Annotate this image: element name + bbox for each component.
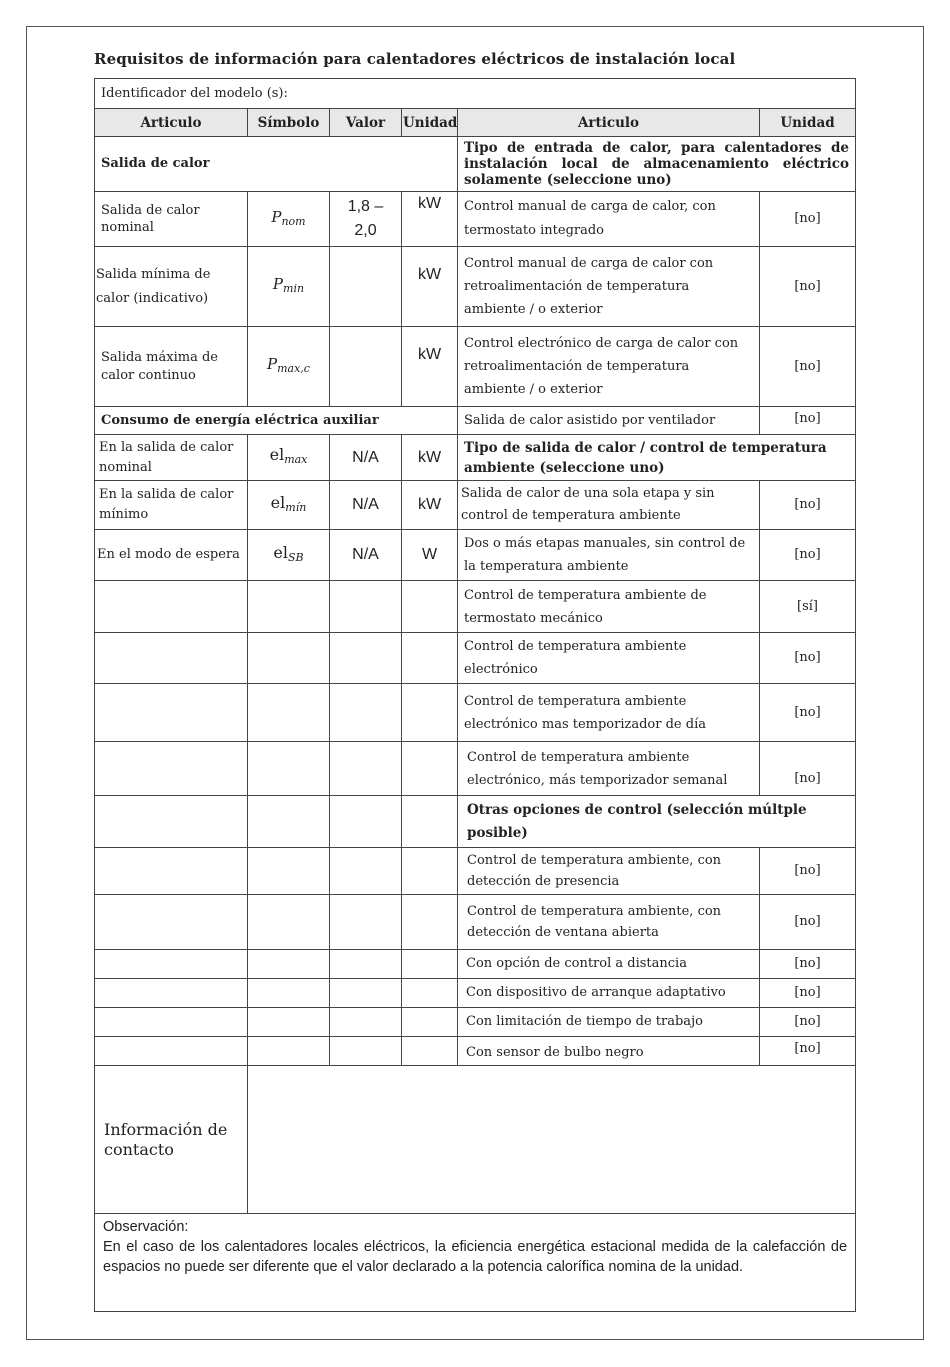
value-cell: N/A [330,530,402,581]
row-label: En la salida de calor nominal [95,435,248,481]
unit-cell: [no] [760,1008,856,1037]
section-other-options: Otras opciones de control (selección múltple posible) [458,796,856,848]
unit-cell: kW [402,435,458,481]
unit-cell: [no] [760,742,856,796]
contact-info-label: Información de contacto [95,1066,248,1214]
section-aux-consumption: Consumo de energía eléctrica auxiliar [95,407,458,435]
row-label: Control de temperatura ambiente de termostato mecánico [458,581,760,633]
header-unidad-right: Unidad [760,109,856,137]
header-simbolo: Símbolo [248,109,330,137]
symbol-cell: $P_{nom}$ [248,192,330,247]
unit-cell: kW [402,192,458,247]
row-label: Control electrónico de carga de calor con retroalimentación de temperatura ambiente / o exterior [458,327,760,407]
unit-cell: kW [402,247,458,327]
header-articulo: Articulo [95,109,248,137]
symbol-cell: $el_{SB}$ [248,530,330,581]
section-heat-output: Salida de calor [95,137,458,192]
value-cell: N/A [330,435,402,481]
row-label: Con sensor de bulbo negro [458,1037,760,1066]
unit-cell: [no] [760,848,856,895]
value-cell: 1,8 – 2,0 [330,192,402,247]
unit-cell: [no] [760,407,856,435]
symbol-cell: $P_{max,c}$ [248,327,330,407]
row-label: Salida máxima de calor continuo [95,327,248,407]
observation-title: Observación: [103,1219,189,1235]
row-label: Con limitación de tiempo de trabajo [458,1008,760,1037]
row-label: Control de temperatura ambiente electrónico [458,633,760,684]
section-output-type: Tipo de salida de calor / control de temperatura ambiente (seleccione uno) [458,435,856,481]
row-label: Control manual de carga de calor con retroalimentación de temperatura ambiente / o exterior [458,247,760,327]
header-articulo-right: Articulo [458,109,760,137]
header-unidad: Unidad [402,109,458,137]
row-label: Salida de calor de una sola etapa y sin control de temperatura ambiente [458,481,760,530]
model-id-label: Identificador del modelo (s): [95,79,856,109]
unit-cell: [no] [760,684,856,742]
row-label: Control de temperatura ambiente, con detección de presencia [458,848,760,895]
row-label: Dos o más etapas manuales, sin control de la temperatura ambiente [458,530,760,581]
row-label: Control de temperatura ambiente electrónico mas temporizador de día [458,684,760,742]
value-cell [330,327,402,407]
unit-cell: [sí] [760,581,856,633]
observation-text: En el caso de los calentadores locales eléctricos, la eficiencia energética estacional medida de la calefacción de espacios no puede ser diferente que el valor declarado a la potencia calorífica nomina de la unidad. [103,1239,848,1275]
symbol-cell: $el_{mín}$ [248,481,330,530]
requirements-table [94,78,856,1312]
row-label: En la salida de calor mínimo [95,481,248,530]
unit-cell: [no] [760,950,856,979]
row-label: Control manual de carga de calor, con termostato integrado [458,192,760,247]
row-label: Control de temperatura ambiente electrónico, más temporizador semanal [458,742,760,796]
row-label: Con opción de control a distancia [458,950,760,979]
contact-info-field [248,1066,856,1214]
unit-cell: W [402,530,458,581]
unit-cell: [no] [760,192,856,247]
unit-cell: kW [402,481,458,530]
unit-cell: [no] [760,481,856,530]
document-title: Requisitos de información para calentadores eléctricos de instalación local [94,50,736,68]
unit-cell: [no] [760,327,856,407]
section-heat-input-type: Tipo de entrada de calor, para calentadores de instalación local de almacenamiento eléctrico solamente (seleccione uno) [458,137,856,192]
row-label: Salida de calor nominal [95,192,248,247]
row-label: Salida de calor asistido por ventilador [458,407,760,435]
unit-cell: [no] [760,530,856,581]
unit-cell: [no] [760,247,856,327]
row-label: Salida mínima de calor (indicativo) [95,247,248,327]
symbol-cell: $P_{min}$ [248,247,330,327]
unit-cell: [no] [760,895,856,950]
row-label: En el modo de espera [95,530,248,581]
observation-block [95,1214,856,1312]
row-label: Con dispositivo de arranque adaptativo [458,979,760,1008]
unit-cell: [no] [760,1037,856,1066]
unit-cell: kW [402,327,458,407]
unit-cell: [no] [760,979,856,1008]
unit-cell: [no] [760,633,856,684]
value-cell [330,247,402,327]
row-label: Control de temperatura ambiente, con detección de ventana abierta [458,895,760,950]
symbol-cell: $el_{max}$ [248,435,330,481]
header-valor: Valor [330,109,402,137]
value-cell: N/A [330,481,402,530]
